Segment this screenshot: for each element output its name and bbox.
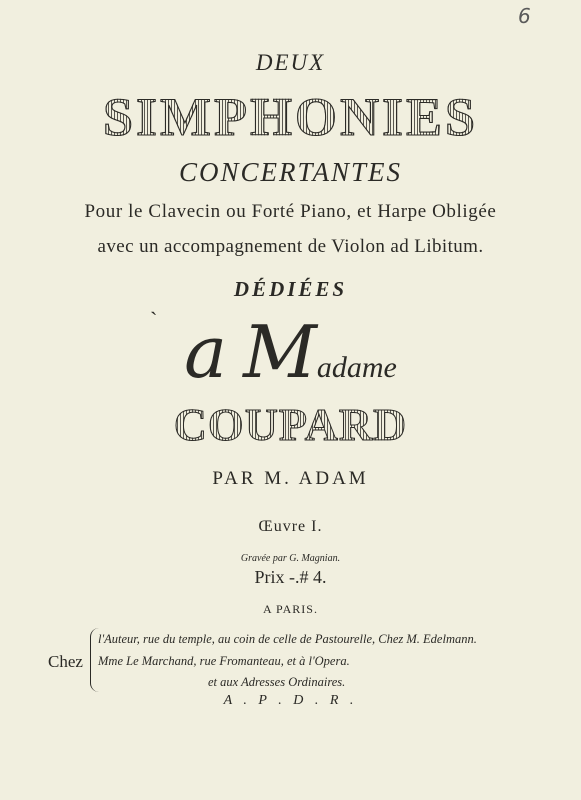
- dedication-madame: [0, 310, 581, 394]
- pencil-folio-number: 6: [518, 4, 531, 28]
- sellers-chez-label: Chez: [48, 652, 83, 671]
- title-concertantes: CONCERTANTES: [178, 157, 403, 187]
- flourish-letter-a: a: [184, 310, 228, 394]
- price: Prix -.# 4.: [254, 567, 327, 587]
- madame-rest: adame: [316, 351, 397, 384]
- grave-accent: `: [150, 307, 158, 332]
- seller-address-1: l'Auteur, rue du temple, au coin de celle de Pastourelle, Chez M. Edelmann.: [98, 632, 477, 646]
- seller-address-2: Mme Le Marchand, rue Fromanteau, et à l'Opera.: [98, 654, 350, 668]
- title-simphonies: SIMPHONIES: [0, 86, 581, 148]
- engraver-credit: Gravée par G. Magnian.: [240, 553, 341, 564]
- opus-number: Œuvre I.: [258, 518, 323, 535]
- privilege-mark: A . P . D . R .: [223, 693, 358, 708]
- dedication-dediees: DÉDIÉES: [233, 277, 348, 301]
- title-deux: DEUX: [255, 50, 326, 75]
- instrumentation-line-1: Pour le Clavecin ou Forté Piano, et Harpe Obligée: [84, 201, 497, 222]
- flourish-letter-m: M: [243, 310, 317, 394]
- city: A PARIS.: [263, 602, 318, 616]
- author-line: PAR M. ADAM: [212, 468, 369, 489]
- instrumentation-line-2: avec un accompagnement de Violon ad Libitum.: [97, 236, 484, 257]
- dedicatee-name: COUPARD: [0, 398, 581, 451]
- seller-address-3: et aux Adresses Ordinaires.: [208, 675, 346, 689]
